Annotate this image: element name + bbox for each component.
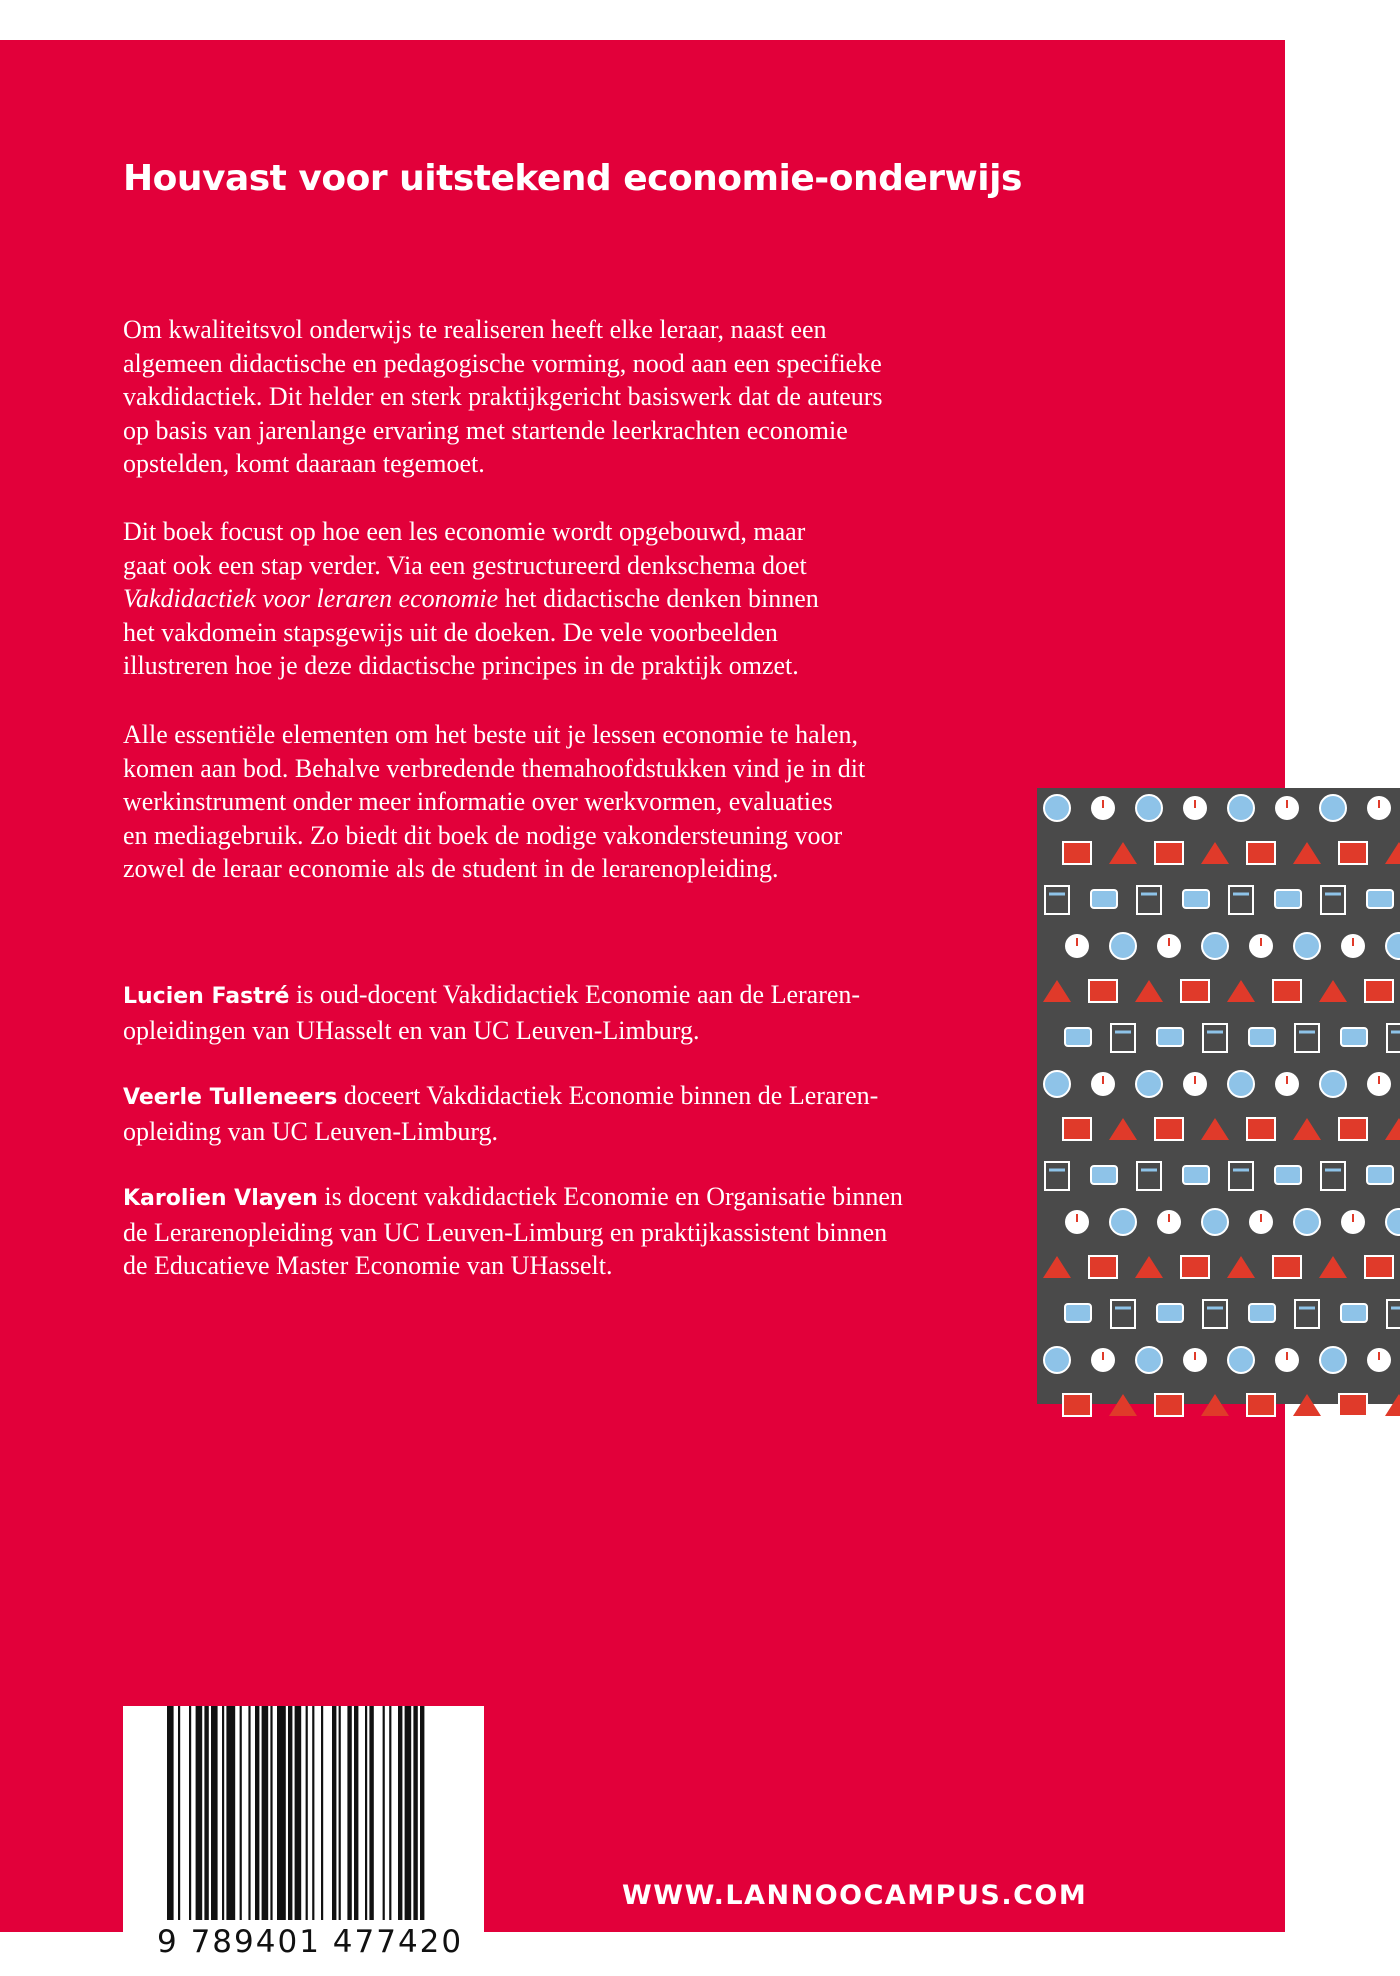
- barcode-bar: [222, 1706, 224, 1920]
- paragraph-line: illustreren hoe je deze didactische principes in de praktijk omzet.: [123, 651, 799, 680]
- calculator-icon: [1203, 1024, 1227, 1052]
- price-tag-icon: [1063, 842, 1091, 864]
- barcode-bar: [178, 1706, 180, 1920]
- bio-line: [123, 978, 1003, 1014]
- coin-icon: [1136, 795, 1162, 821]
- focus-paragraph: [123, 515, 1003, 683]
- chart-up-icon: [1293, 1118, 1321, 1140]
- calculator-icon: [1229, 1162, 1253, 1190]
- barcode-bar: [405, 1706, 412, 1920]
- bio-line: de Lerarenopleiding van UC Leuven-Limburg en praktijkassistent binnen: [123, 1217, 888, 1247]
- calculator-icon: [1295, 1300, 1319, 1328]
- barcode-bar: [204, 1706, 208, 1920]
- barcode-bar: [383, 1706, 385, 1920]
- coin-icon: [1386, 933, 1400, 959]
- bio-line-rest: is oud-docent Vakdidactiek Economie aan de Leraren-: [289, 980, 861, 1009]
- bio-line: opleidingen van UHasselt en van UC Leuven-Limburg.: [123, 1015, 700, 1045]
- author-bio: [123, 1180, 1003, 1283]
- calculator-icon: [1045, 1162, 1069, 1190]
- bio-line-rest: doceert Vakdidactiek Economie binnen de Leraren-: [337, 1081, 879, 1110]
- book-title: Vakdidactiek voor leraren economie: [123, 584, 499, 613]
- calculator-icon: [1111, 1024, 1135, 1052]
- price-tag-icon: [1339, 842, 1367, 864]
- coin-icon: [1202, 1209, 1228, 1235]
- coin-icon: [1294, 1209, 1320, 1235]
- chart-up-icon: [1201, 842, 1229, 864]
- price-tag-icon: [1181, 1256, 1209, 1278]
- author-name: Karolien Vlayen: [123, 1186, 318, 1211]
- calculator-icon: [1295, 1024, 1319, 1052]
- paragraph-line: Om kwaliteitsvol onderwijs te realiseren heeft elke leraar, naast een: [123, 315, 827, 344]
- bio-line: opleiding van UC Leuven-Limburg.: [123, 1116, 499, 1146]
- icon-pattern-art: [1037, 788, 1400, 1404]
- barcode-bar: [365, 1706, 367, 1920]
- coin-icon: [1320, 795, 1346, 821]
- price-tag-icon: [1365, 1256, 1393, 1278]
- barcode-bar: [262, 1706, 269, 1920]
- chart-up-icon: [1385, 842, 1400, 864]
- paragraph-line: zowel de leraar economie als de student in de lerarenopleiding.: [123, 854, 779, 883]
- barcode-bar: [413, 1706, 417, 1920]
- cart-icon: [1341, 1028, 1367, 1046]
- calculator-icon: [1137, 886, 1161, 914]
- barcode-bar: [332, 1706, 336, 1920]
- chart-up-icon: [1043, 980, 1071, 1002]
- cart-icon: [1157, 1304, 1183, 1322]
- isbn-digits: 9 789401 477420: [157, 1924, 464, 1960]
- barcode-bar: [255, 1706, 259, 1920]
- coin-icon: [1228, 1071, 1254, 1097]
- cart-icon: [1341, 1304, 1367, 1322]
- paragraph-line: [123, 582, 1003, 616]
- paragraph-line-rest: het didactische denken binnen: [498, 584, 819, 613]
- chart-up-icon: [1109, 842, 1137, 864]
- cart-icon: [1065, 1028, 1091, 1046]
- calculator-icon: [1321, 1162, 1345, 1190]
- paragraph-line: werkinstrument onder meer informatie over werkvormen, evaluaties: [123, 787, 833, 816]
- paragraph-line: Alle essentiële elementen om het beste uit je lessen economie te halen,: [123, 720, 858, 749]
- barcode-bar: [167, 1706, 174, 1920]
- calculator-icon: [1229, 886, 1253, 914]
- coin-icon: [1044, 1347, 1070, 1373]
- elements-paragraph: [123, 718, 1003, 886]
- coin-icon: [1202, 933, 1228, 959]
- price-tag-icon: [1365, 980, 1393, 1002]
- paragraph-line: opstelden, komt daaraan tegemoet.: [123, 449, 485, 478]
- chart-up-icon: [1227, 980, 1255, 1002]
- coin-icon: [1386, 1209, 1400, 1235]
- barcode-bar: [420, 1706, 424, 1920]
- paragraph-line: algemeen didactische en pedagogische vorming, nood aan een specifieke: [123, 348, 882, 378]
- calculator-icon: [1321, 886, 1345, 914]
- author-bio: [123, 978, 1003, 1047]
- barcode-bars: [123, 1706, 484, 1920]
- barcode-bar: [369, 1706, 373, 1920]
- price-tag-icon: [1181, 980, 1209, 1002]
- paragraph-line: gaat ook een stap verder. Via een gestructureerd denkschema doet: [123, 550, 807, 580]
- bio-line-rest: is docent vakdidactiek Economie en Organisatie binnen: [317, 1182, 903, 1211]
- bio-line: [123, 1079, 1003, 1115]
- barcode-bar: [277, 1706, 286, 1920]
- barcode-bar: [321, 1706, 323, 1920]
- bio-line: de Educatieve Master Economie van UHasselt.: [123, 1251, 613, 1280]
- calculator-icon: [1045, 886, 1069, 914]
- price-tag-icon: [1155, 1394, 1183, 1416]
- barcode-bar: [295, 1706, 302, 1920]
- chart-up-icon: [1385, 1394, 1400, 1416]
- barcode-bar: [306, 1706, 308, 1920]
- cart-icon: [1091, 1166, 1117, 1184]
- author-name: Veerle Tulleneers: [123, 1085, 338, 1110]
- price-tag-icon: [1089, 1256, 1117, 1278]
- cart-icon: [1249, 1028, 1275, 1046]
- barcode-bar: [189, 1706, 191, 1920]
- barcode-bar: [248, 1706, 250, 1920]
- coin-icon: [1136, 1071, 1162, 1097]
- paragraph-line: en mediagebruik. Zo biedt dit boek de nodige vakondersteuning voor: [123, 820, 843, 850]
- chart-up-icon: [1227, 1256, 1255, 1278]
- barcode-bar: [339, 1706, 341, 1920]
- author-bio: [123, 1079, 1003, 1148]
- cart-icon: [1183, 890, 1209, 908]
- chart-up-icon: [1385, 1118, 1400, 1140]
- barcode-bar: [288, 1706, 292, 1920]
- coin-icon: [1228, 1347, 1254, 1373]
- chart-up-icon: [1135, 980, 1163, 1002]
- price-tag-icon: [1247, 1394, 1275, 1416]
- cart-icon: [1367, 1166, 1393, 1184]
- cart-icon: [1157, 1028, 1183, 1046]
- coin-icon: [1044, 795, 1070, 821]
- chart-up-icon: [1109, 1118, 1137, 1140]
- calculator-icon: [1203, 1300, 1227, 1328]
- price-tag-icon: [1063, 1118, 1091, 1140]
- price-tag-icon: [1273, 980, 1301, 1002]
- publisher-website: WWW.LANNOOCAMPUS.COM: [622, 1880, 1088, 1911]
- coin-icon: [1110, 1209, 1136, 1235]
- price-tag-icon: [1063, 1394, 1091, 1416]
- economy-icon-pattern: [1037, 788, 1400, 1404]
- paragraph-line: het vakdomein stapsgewijs uit de doeken. De vele voorbeelden: [123, 617, 778, 647]
- coin-icon: [1228, 795, 1254, 821]
- barcode-bar: [389, 1706, 391, 1920]
- chart-up-icon: [1135, 1256, 1163, 1278]
- barcode-bar: [196, 1706, 203, 1920]
- chart-up-icon: [1319, 980, 1347, 1002]
- paragraph-line: komen aan bod. Behalve verbredende themahoofdstukken vind je in dit: [123, 753, 866, 783]
- price-tag-icon: [1089, 980, 1117, 1002]
- paragraph-line: op basis van jarenlange ervaring met startende leerkrachten economie: [123, 415, 848, 445]
- intro-paragraph: [123, 313, 1003, 481]
- price-tag-icon: [1155, 1118, 1183, 1140]
- price-tag-icon: [1155, 842, 1183, 864]
- cart-icon: [1367, 890, 1393, 908]
- calculator-icon: [1387, 1024, 1400, 1052]
- coin-icon: [1294, 933, 1320, 959]
- cart-icon: [1183, 1166, 1209, 1184]
- price-tag-icon: [1339, 1118, 1367, 1140]
- coin-icon: [1044, 1071, 1070, 1097]
- barcode-bar: [240, 1706, 242, 1920]
- coin-icon: [1320, 1347, 1346, 1373]
- calculator-icon: [1137, 1162, 1161, 1190]
- price-tag-icon: [1273, 1256, 1301, 1278]
- coin-icon: [1110, 933, 1136, 959]
- chart-up-icon: [1043, 1256, 1071, 1278]
- calculator-icon: [1387, 1300, 1400, 1328]
- price-tag-icon: [1247, 1118, 1275, 1140]
- cover-heading: Houvast voor uitstekend economie-onderwijs: [123, 158, 1022, 199]
- price-tag-icon: [1247, 842, 1275, 864]
- chart-up-icon: [1293, 1394, 1321, 1416]
- barcode-bar: [270, 1706, 272, 1920]
- barcode-bar: [354, 1706, 358, 1920]
- chart-up-icon: [1293, 842, 1321, 864]
- barcode-bar: [226, 1706, 235, 1920]
- chart-up-icon: [1319, 1256, 1347, 1278]
- barcode-bar: [347, 1706, 351, 1920]
- barcode-bar: [211, 1706, 218, 1920]
- barcode-bar: [312, 1706, 314, 1920]
- cart-icon: [1065, 1304, 1091, 1322]
- paragraph-line: vakdidactiek. Dit helder en sterk praktijkgericht basiswerk dat de auteurs: [123, 382, 883, 411]
- coin-icon: [1136, 1347, 1162, 1373]
- cart-icon: [1275, 890, 1301, 908]
- isbn-barcode: [123, 1706, 484, 1972]
- bio-line: [123, 1180, 1003, 1216]
- cart-icon: [1275, 1166, 1301, 1184]
- author-name: Lucien Fastré: [123, 984, 290, 1009]
- barcode-bar: [398, 1706, 402, 1920]
- price-tag-icon: [1339, 1394, 1367, 1416]
- chart-up-icon: [1201, 1118, 1229, 1140]
- cart-icon: [1249, 1304, 1275, 1322]
- calculator-icon: [1111, 1300, 1135, 1328]
- paragraph-line: Dit boek focust op hoe een les economie wordt opgebouwd, maar: [123, 517, 806, 546]
- cart-icon: [1091, 890, 1117, 908]
- coin-icon: [1320, 1071, 1346, 1097]
